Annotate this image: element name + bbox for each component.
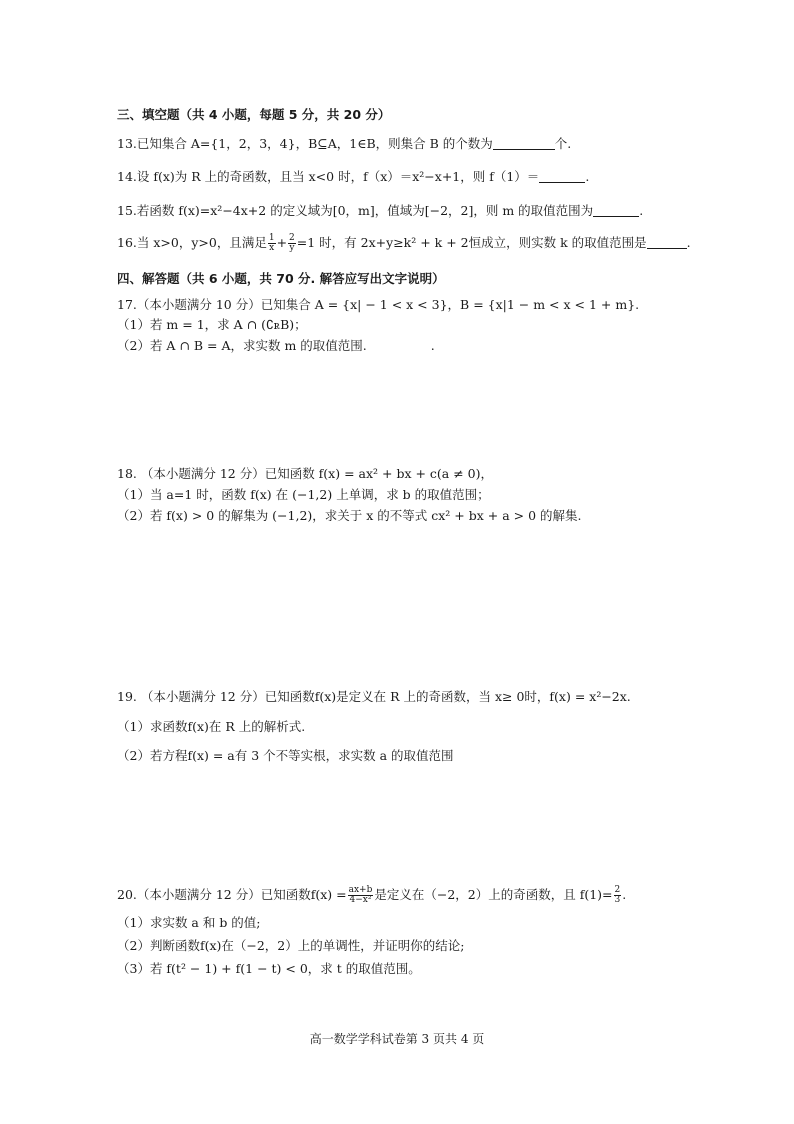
question-15 (117, 203, 643, 219)
q17-stray-dot: . (430, 338, 435, 353)
q20-stem (117, 886, 626, 905)
q17-part1: （1）若 m = 1，求 A ∩ (∁ꭱB)； (117, 317, 307, 332)
q19-part1: （1）求函数f(x)在 R 上的解析式. (117, 719, 306, 734)
q20-pre: 20.（本小题满分 12 分）已知函数f(x) = (117, 887, 347, 902)
q20-function-fraction: $\frac{ax+b}{\text{4−x²}}$ (348, 885, 373, 905)
q18-part1: （1）当 a=1 时，函数 f(x) 在 (−1,2) 上单调，求 b 的取值范围； (117, 487, 490, 502)
q20-value-fraction: $\frac{2}{3}$ (614, 885, 621, 905)
q15-text: 15.若函数 f(x)=x²−4x+2 的定义域为[0，m]，值域为[−2，2]，则 m 的取值范围为 (117, 203, 594, 218)
q20-part3: （3）若 f(t² − 1) + f(1 − t) < 0，求 t 的取值范围。 (117, 961, 421, 976)
q17-part2-text: （2）若 A ∩ B = A，求实数 m 的取值范围. (117, 338, 367, 353)
q19-stem: 19. （本小题满分 12 分）已知函数f(x)是定义在 R 上的奇函数，当 x≥ 0时，f(x) = x²−2x. (117, 689, 631, 704)
q16-tail: . (686, 235, 691, 250)
question-16 (117, 234, 691, 253)
section4-heading: 四、解答题（共 6 小题，共 70 分. 解答应写出文字说明） (117, 271, 445, 286)
q15-tail: . (639, 203, 644, 218)
q14-text: 14.设 f(x)为 R 上的奇函数，且当 x<0 时，f（x）＝x²−x+1，则 f（1）＝ (117, 169, 540, 184)
answer-blank-15[interactable] (593, 204, 639, 217)
q20-part2: （2）判断函数f(x)在（−2，2）上的单调性，并证明你的结论; (117, 938, 465, 953)
q16-fraction-2: $\frac{2}{y}$ (289, 233, 295, 253)
answer-blank-14[interactable] (539, 170, 585, 183)
q16-pre: 16.当 x>0，y>0，且满足 (117, 235, 267, 250)
q20-part1: （1）求实数 a 和 b 的值; (117, 915, 261, 930)
q20-mid: 是定义在（−2，2）上的奇函数，且 f(1)= (374, 887, 613, 902)
answer-blank-16[interactable] (647, 236, 687, 249)
q20-end: . (622, 887, 627, 902)
q18-part2: （2）若 f(x) > 0 的解集为 (−1,2)，求关于 x 的不等式 cx² + bx + a > 0 的解集. (117, 508, 582, 523)
q17-stem: 17.（本小题满分 10 分）已知集合 A = {x| − 1 < x < 3}，B = {x|1 − m < x < 1 + m}. (117, 297, 640, 312)
page-footer: 高一数学学科试卷第 3 页共 4 页 (309, 1032, 485, 1046)
q16-fraction-1: $\frac{1}{x}$ (268, 233, 275, 253)
q14-tail: . (585, 169, 590, 184)
q19-part2: （2）若方程f(x) = a有 3 个不等实根，求实数 a 的取值范围 (117, 748, 454, 763)
q13-tail: 个. (554, 136, 572, 151)
q17-part2 (117, 338, 435, 354)
answer-blank-13[interactable] (493, 137, 555, 150)
question-13 (117, 136, 571, 152)
question-14 (117, 169, 589, 185)
q16-mid: =1 时，有 2x+y≥k² + k + 2恒成立，则实数 k 的取值范围是 (296, 235, 647, 250)
q13-text: 13.已知集合 A={1，2，3，4}，B⊆A，1∈B，则集合 B 的个数为 (117, 136, 493, 151)
q18-stem: 18. （本小题满分 12 分）已知函数 f(x) = ax² + bx + c(a ≠ 0)， (117, 466, 494, 481)
section3-heading: 三、填空题（共 4 小题，每题 5 分，共 20 分） (117, 107, 391, 122)
q16-plus: + (276, 235, 288, 250)
